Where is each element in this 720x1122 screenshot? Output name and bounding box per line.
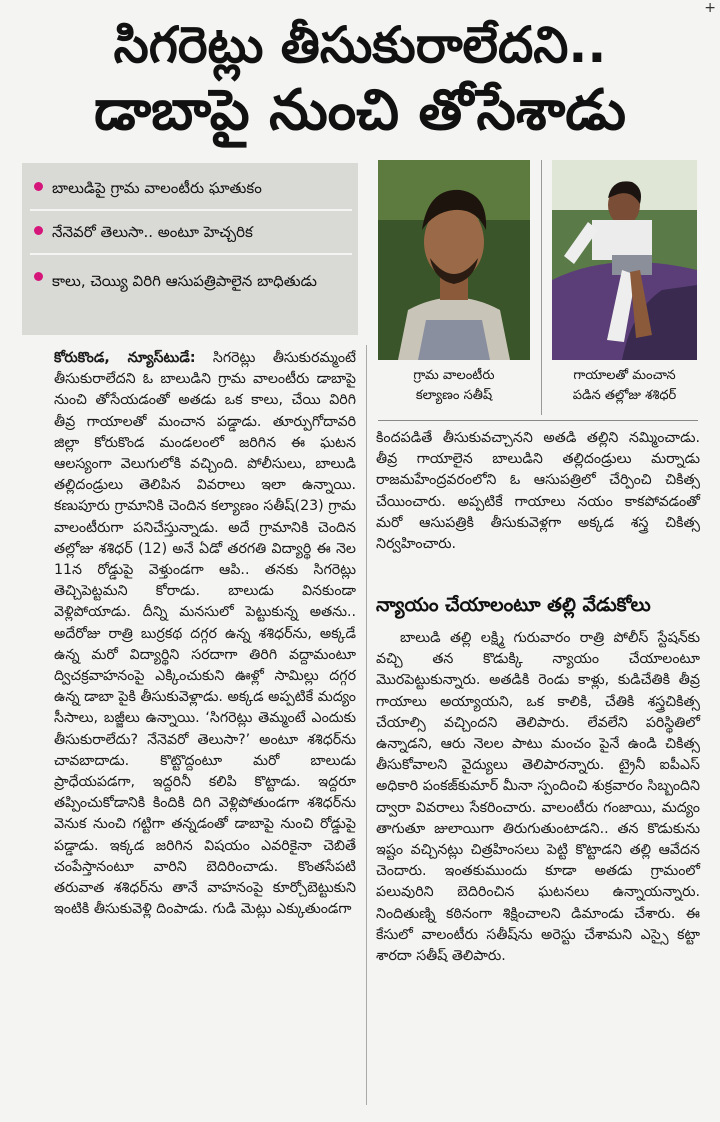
headline-line-2: డాబాపై నుంచి తోసేశాడు <box>93 78 627 143</box>
headline <box>0 14 720 146</box>
dateline: కోరుకొండ, న్యూస్‌టుడే: <box>54 350 196 366</box>
photo-victim <box>552 160 697 360</box>
headline-line-1: సిగరెట్లు తీసుకురాలేదని.. <box>113 16 607 74</box>
bullet-icon <box>34 272 43 281</box>
bullet-icon <box>34 226 43 235</box>
article-subheading: న్యాయం చేయాలంటూ తల్లి వేడుకోలు <box>376 594 651 616</box>
caption-line: గ్రామ వాలంటీరు <box>413 368 495 383</box>
caption-line: పడిన తల్లోజు శశిధర్ <box>572 388 677 403</box>
article-right-column-bottom <box>376 628 700 967</box>
photo-caption <box>378 366 530 414</box>
divider <box>30 253 352 255</box>
caption-divider <box>378 420 698 421</box>
article-text: సిగరెట్లు తీసుకురమ్మంటే తీసుకురాలేదని ఓ బాలుడిని గ్రామ వాలంటీరు డాబాపై నుంచి తోసేయడంతో అతడు ఒక కాలు, చేయి విరిగి తీవ్ర గాయాలతో మంచాన పడ్డాడు. తూర్పుగోదావరి జిల్లా కోరుకొండ మండలంలో జరిగిన ఈ ఘటన ఆలస్యంగా వెలుగులోకి వచ్చింది. పోలీసులు, బాలుడి తల్లిదండ్రులు తెలిపిన వివరాలు ఇలా ఉన్నాయి. కణుపూరు గ్రామానికి చెందిన కల్యాణం సతీష్(23) గ్రామ వాలంటీరుగా పనిచేస్తున్నాడు. అదే గ్రామానికి చెందిన తల్లోజు శశిధర్ (12) అనే ఏడో తరగతి విద్యార్థి ఈ నెల 11న రోడ్డుపై వెళ్తుండగా ఆపి.. తనకు సిగరెట్లు తెచ్చిపెట్టమని కోరాడు. బాలుడు వినకుండా వెళ్లిపోయాడు. దీన్ని మనసులో పెట్టుకున్న అతను.. అదేరోజు రాత్రి బుర్రకథ దగ్గర ఉన్న శశిధర్‌ను, అక్కడే ఉన్న మరో విద్యార్థిని సరదాగా తిరిగి వద్దామంటూ ద్విచక్రవాహనంపై ఎక్కించుకుని ఊళ్లో సామిల్లు దగ్గర ఉన్న డాబా పైకి తీసుకువెళ్లాడు. అక్కడ అప్పటికే మద్యం సీసాలు, బజ్జీలు ఉన్నాయి. ‘సిగరెట్లు తెమ్మంటే ఎందుకు తీసుకురాలేదు? నేనెవరో తెలుసా?’ అంటూ శశిధర్‌ను చావబాదాడు. కొట్టొద్దంటూ మరో బాలుడు ప్రాధేయపడగా, ఇద్దరినీ కలిపి కొట్టాడు. ఇద్దరూ తప్పించుకోడానికి కిందికి దిగి వెళ్లిపోతుండగా శశిధర్‌ను వెనుక నుంచి గట్టిగా తన్నడంతో డాబాపై నుంచి రోడ్డుపై పడ్డాడు. ఇక్కడ జరిగిన విషయం ఎవరికైనా చెబితే చంపేస్తానంటూ వారిని బెదిరించాడు. కొంతసేపటి తరువాత శశిధర్‌ను తానే వాహనంపై కూర్చోబెట్టుకుని ఇంటికి తీసుకువెళ్లి దింపాడు. గుడి మెట్లు ఎక్కుతుండగా <box>54 350 356 918</box>
divider <box>30 209 352 211</box>
highlight-text: బాలుడిపై గ్రామ వాలంటీరు ఘాతుకం <box>52 179 262 197</box>
highlights-box <box>22 163 358 335</box>
person-portrait-icon <box>378 160 530 360</box>
article-right-column-top <box>376 428 700 555</box>
caption-line: గాయాలతో మంచాన <box>573 368 676 383</box>
photo-volunteer <box>378 160 530 360</box>
highlight-text: కాలు, చెయ్యి విరిగి ఆసుపత్రిపాలైన బాధితుడు <box>52 272 317 290</box>
injured-boy-icon <box>552 160 697 360</box>
corner-plus-mark: + <box>704 0 716 16</box>
article-text: బాలుడి తల్లి లక్ష్మి గురువారం రాత్రి పోలీస్ స్టేషన్‌కు వచ్చి తన కొడుక్కి న్యాయం చేయాలంటూ మొరపెట్టుకున్నారు. అతడికి రెండు కాళ్లు, కుడిచేతికి తీవ్ర గాయాలు అయ్యాయని, ఒక కాలికి, చేతికి శస్త్రచికిత్స చేయాల్సి వచ్చిందని తెలిపారు. లేవలేని పరిస్థితిలో ఉన్నాడని, ఆరు నెలల పాటు మంచం పైనే ఉండి చికిత్స తీసుకోవాలని వైద్యులు తెలిపారన్నారు. ట్రైనీ ఐపీఎస్ అధికారి పంకజ్‌కుమార్ మీనా స్పందించి శుక్రవారం సిబ్బందిని ద్వారా వివరాలు సేకరించారు. వాలంటీరు గంజాయి, మద్యం తాగుతూ జులాయిగా తిరుగుతుంటాడని.. తన కొడుకును ఇష్టం వచ్చినట్లు చిత్రహింసలు పెట్టి కొట్టాడని తల్లి ఆవేదన చెందారు. ఇంతకుముందు కూడా అతడు గ్రామంలో పలువురిని బెదిరించిన ఘటనలు ఉన్నాయన్నారు. నిందితుణ్ని కఠినంగా శిక్షించాలని డిమాండు చేశారు. ఈ కేసులో వాలంటీరు సతీష్‌ను అరెస్టు చేశామని ఎస్సై కట్టా శారదా సతీష్ తెలిపారు. <box>376 630 700 965</box>
highlight-text: నేనెవరో తెలుసా.. అంటూ హెచ్చరిక <box>52 223 253 241</box>
bullet-icon <box>34 182 43 191</box>
article-left-column <box>54 348 356 920</box>
caption-line: కల్యాణం సతీష్ <box>415 388 493 403</box>
column-divider <box>366 345 367 1105</box>
photo-caption <box>552 366 697 414</box>
article-text: కిందపడితే తీసుకువచ్చానని అతడి తల్లిని నమ్మించాడు. తీవ్ర గాయాలైన బాలుడిని తల్లిదండ్రులు మర్నాడు రాజమహేంద్రవరంలోని ఓ ఆసుపత్రిలో చేర్పించి చికిత్స చేయించారు. అప్పటికే గాయాలు నయం కాకపోవడంతో మరో ఆసుపత్రికి తీసుకువెళ్లగా అక్కడ శస్త్ర చికిత్స నిర్వహించారు. <box>376 430 700 553</box>
photo-divider <box>541 160 542 415</box>
